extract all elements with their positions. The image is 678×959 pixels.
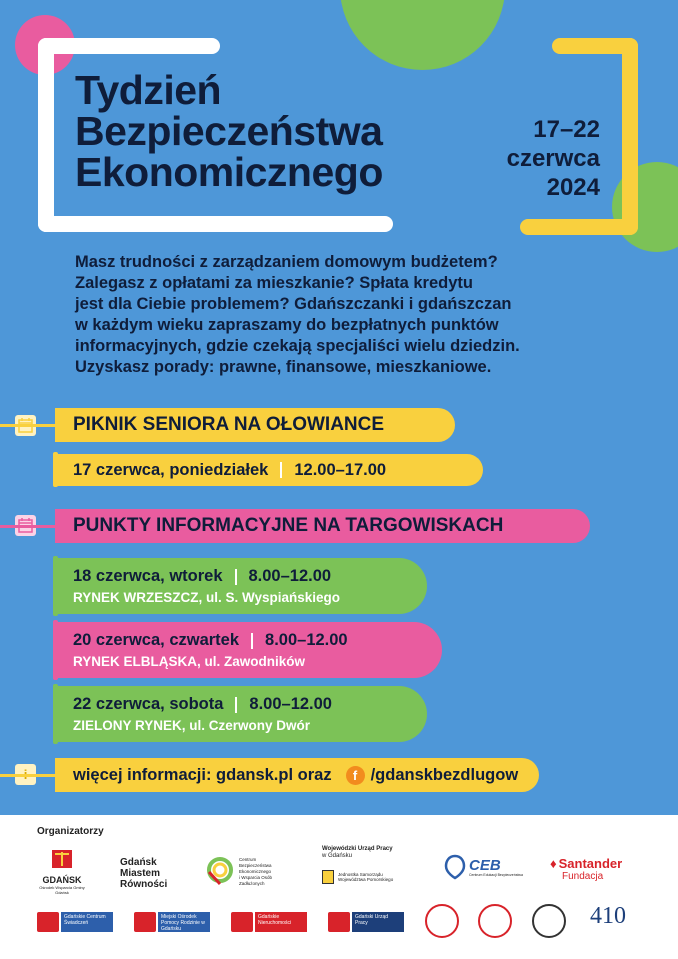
separator xyxy=(280,462,282,478)
connector-line xyxy=(0,424,55,427)
event-date: 18 czerwca, wtorek xyxy=(73,567,223,585)
decor-frame xyxy=(38,216,393,232)
event-card xyxy=(55,558,427,614)
date-month: czerwca xyxy=(506,145,600,172)
info-text: więcej informacji: gdansk.pl oraz xyxy=(73,765,332,784)
title-line: Bezpieczeństwa xyxy=(75,108,383,154)
event-card xyxy=(55,686,427,742)
intro-line: w każdym wieku zapraszamy do bezpłatnych punktów xyxy=(75,316,499,334)
picnic-heading xyxy=(55,408,455,442)
decor-frame-yellow xyxy=(622,38,638,235)
intro-line: Zalegasz z opłatami za mieszkanie? Spłata kredytu xyxy=(75,274,473,292)
anniversary-logo: 410 xyxy=(590,903,626,929)
seal-icon xyxy=(532,904,566,938)
title-line: Ekonomicznego xyxy=(75,149,383,195)
organizers-label: Organizatorzy xyxy=(37,826,104,837)
santander-logo: ♦ Santander Fundacja xyxy=(550,856,623,882)
badge-group: Miejski Ośrodek Pomocy Rodzinie w Gdańsku xyxy=(134,912,210,932)
points-heading xyxy=(55,509,590,543)
event-place: RYNEK ELBLĄSKA, ul. Zawodników xyxy=(73,654,306,669)
facebook-icon[interactable]: f xyxy=(346,766,365,785)
ceb-ring-icon xyxy=(204,850,236,890)
decor-frame xyxy=(38,38,54,232)
gdansk-badge-icon xyxy=(134,912,156,932)
flame-icon: ♦ xyxy=(550,856,557,871)
gdansk-badge-icon xyxy=(328,912,350,932)
separator xyxy=(235,697,237,713)
gdansk-badge-icon xyxy=(231,912,253,932)
facebook-link[interactable]: /gdanskbezdlugow xyxy=(370,765,519,784)
event-time: 8.00–12.00 xyxy=(249,695,332,713)
seal-icon xyxy=(425,904,459,938)
centrum-logo: Centrum Bezpieczeństwa Ekonomicznego i Wsparcia Osób Zadłużonych xyxy=(204,850,272,890)
shield-icon xyxy=(444,854,466,880)
intro-line: jest dla Ciebie problemem? Gdańszczanki i gdańszczan xyxy=(75,295,512,313)
event-date: 20 czerwca, czwartek xyxy=(73,631,240,649)
event-card xyxy=(55,622,442,678)
intro-line: Uzyskasz porady: prawne, finansowe, mieszkaniowe. xyxy=(75,358,492,376)
intro-line: Masz trudności z zarządzaniem domowym budżetem? xyxy=(75,253,498,271)
event-place: RYNEK WRZESZCZ, ul. S. Wyspiańskiego xyxy=(73,590,341,605)
badge-group: Gdański Urząd Pracy xyxy=(328,912,404,932)
title-line: Tydzień xyxy=(75,67,222,113)
ceb-logo: CEB Centrum Edukacji Bezpieczeństwa xyxy=(444,854,523,880)
points-heading-text: PUNKTY INFORMACYJNE NA TARGOWISKACH xyxy=(73,515,504,536)
seal-icon xyxy=(478,904,512,938)
decor-green-circle xyxy=(340,0,505,70)
picnic-time: 12.00–17.00 xyxy=(294,460,387,479)
date-range: 17–22 xyxy=(533,116,600,143)
pomorskie-crest-icon xyxy=(322,870,334,884)
decor-frame-yellow xyxy=(520,219,638,235)
event-date: 22 czerwca, sobota xyxy=(73,695,224,713)
intro-text xyxy=(75,252,615,378)
separator xyxy=(251,633,253,649)
gdansk-badge-icon xyxy=(37,912,59,932)
page-title xyxy=(75,67,383,195)
badge-group: Gdańskie Nieruchomości xyxy=(231,912,307,932)
connector-line xyxy=(0,525,55,528)
gdansk-logo: GDAŃSK Ośrodek Wsparcia Gminy Gdańsk xyxy=(38,848,86,895)
gdansk-crest-icon xyxy=(47,848,77,870)
picnic-date: 17 czerwca, poniedziałek xyxy=(73,460,269,479)
wup-logo: Wojewódzki Urząd Pracy w Gdańsku Jednostka Samorządu Województwa Pomorskiego xyxy=(322,846,394,882)
rownosci-logo: Gdańsk Miastem Równości xyxy=(120,857,168,890)
connector-line xyxy=(0,774,55,777)
badge-group: Gdańskie Centrum Świadczeń xyxy=(37,912,113,932)
intro-line: informacyjnych, gdzie czekają specjaliści wielu dziedzin. xyxy=(75,337,520,355)
event-time: 8.00–12.00 xyxy=(248,567,332,585)
separator xyxy=(235,569,237,585)
date-year: 2024 xyxy=(546,174,600,201)
picnic-details xyxy=(55,454,483,486)
info-bar xyxy=(55,758,539,792)
event-time: 8.00–12.00 xyxy=(265,631,348,649)
decor-frame xyxy=(38,38,220,54)
event-place: ZIELONY RYNEK, ul. Czerwony Dwór xyxy=(73,718,311,733)
picnic-heading-text: PIKNIK SENIORA NA OŁOWIANCE xyxy=(73,414,385,435)
event-dates xyxy=(470,115,600,202)
